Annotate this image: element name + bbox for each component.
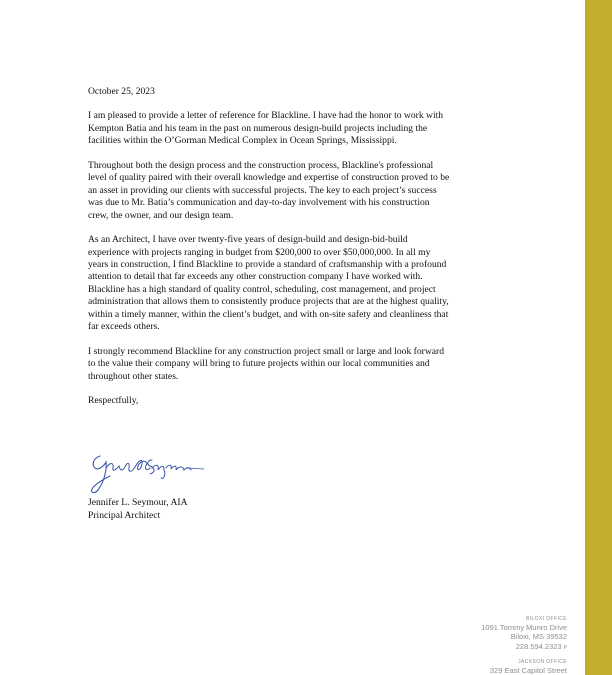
letter-date: October 25, 2023 [88,86,155,97]
phone-suffix: P [563,644,567,651]
signer-title: Principal Architect [88,509,161,521]
jackson-office-label: JACKSON OFFICE [518,658,567,665]
handwritten-signature [86,448,211,498]
signer-name: Jennifer L. Seymour, AIA [88,497,188,508]
office-footer [367,616,567,675]
letter-paragraph: I am pleased to provide a letter of reference for Blackline. I have had the honor to work with Kempton Batia and his team in the past on numerous design-build projects including the facilities within the O’Gorman Medical Complex in Ocean Springs, Mississippi. [88,110,444,147]
letter-paragraph: Throughout both the design process and the construction process, Blackline's professional level of quality paired with their overall knowledge and expertise of construction proved to be an asset in providing our clients with successful projects. The key to each project’s success was due to Mr. Batia’s communication and day-to-day involvement with his construction crew, the owner, and our design team. [88,159,450,221]
biloxi-phone-line [367,642,567,653]
gold-side-bar [585,0,612,675]
signer-block [88,497,188,522]
letter-paragraph: I strongly recommend Blackline for any construction project small or large and look forward to the value their company will bring to future projects within our local communities and throughout other states. [88,345,445,382]
letter-body [88,86,450,408]
biloxi-office-label: BILOXI OFFICE [525,616,567,622]
biloxi-phone: 228.594.2323 [515,641,562,651]
biloxi-street: 1091 Tommy Munro Drive [481,623,567,632]
biloxi-city: Biloxi, MS 39532 [510,632,567,642]
letter-closing: Respectfully, [88,395,139,407]
letter-paragraph: As an Architect, I have over twenty-five years of design-build and design-bid-build experience with projects ranging in budget from $200,000 to over $50,000,000. In all my years in construction, I find Blackline to provide a standard of craftsmanship with a profound attention to detail that far exceeds any other construction company I have worked with. Blackline has a high standard of quality control, scheduling, cost management, and project administration that allows them to consistently produce projects that are at the highest quality, within a timely manner, within the client’s budget, and with on-site safety and cleanliness that far exceeds others. [88,234,449,333]
jackson-street: 329 East Capitol Street [489,665,567,675]
